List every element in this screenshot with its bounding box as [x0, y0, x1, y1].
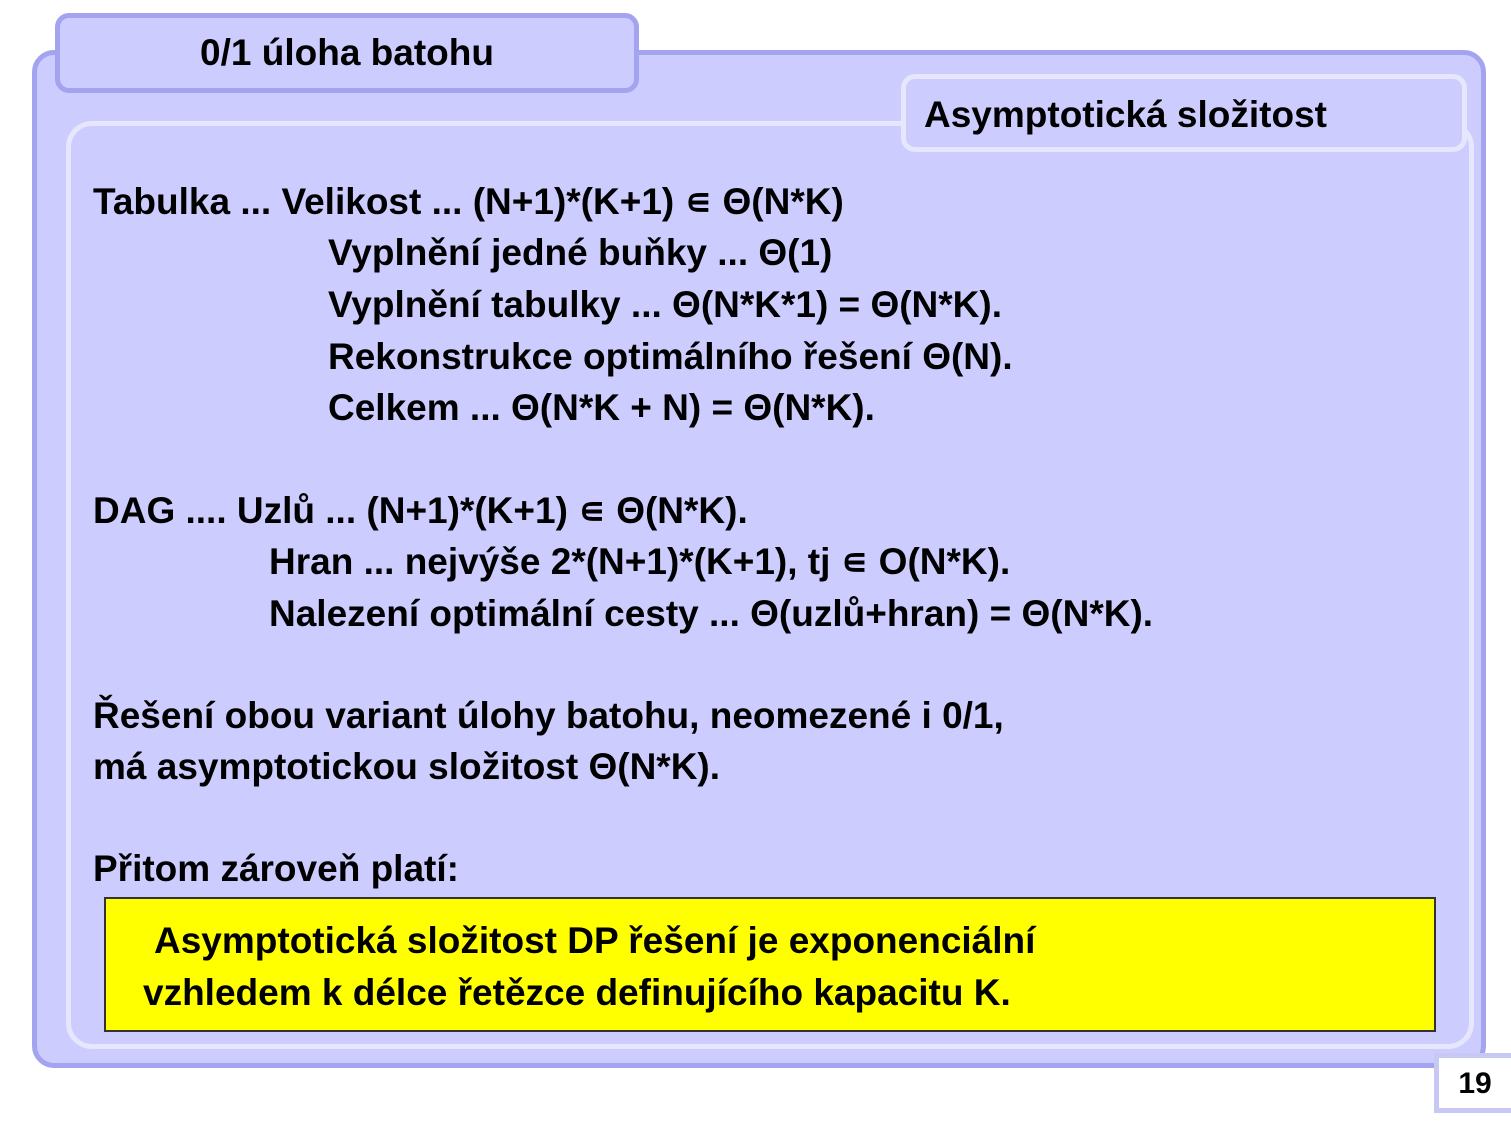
slide-subtitle-text: Asymptotická složitost [924, 94, 1327, 135]
slide-title: 0/1 úloha batohu [55, 13, 639, 93]
dag-line-path: Nalezení optimální cesty ... Θ(uzlů+hran) = Θ(N*K). [269, 593, 1154, 634]
note-intro: Přitom zároveň platí: [93, 848, 459, 889]
highlight-box [104, 897, 1436, 1032]
page-number: 19 [1434, 1053, 1511, 1113]
table-line-fill: Vyplnění tabulky ... Θ(N*K*1) = Θ(N*K). [328, 284, 1002, 325]
conclusion-line-2: má asymptotickou složitost Θ(N*K). [93, 746, 721, 787]
table-line-cell: Vyplnění jedné buňky ... Θ(1) [328, 232, 833, 273]
table-line-reconstruct: Rekonstrukce optimálního řešení Θ(N). [328, 336, 1013, 377]
highlight-line-2: vzhledem k délce řetězce definujícího kapacitu K. [143, 972, 1011, 1013]
dag-line-edges: Hran ... nejvýše 2*(N+1)*(K+1), tj ∊ O(N*K). [269, 541, 1011, 582]
dag-line-nodes: DAG .... Uzlů ... (N+1)*(K+1) ∊ Θ(N*K). [93, 490, 748, 531]
conclusion-line-1: Řešení obou variant úlohy batohu, neomezené i 0/1, [93, 695, 1004, 736]
table-line-size: Tabulka ... Velikost ... (N+1)*(K+1) ∊ Θ(N*K) [93, 181, 844, 222]
table-line-total: Celkem ... Θ(N*K + N) = Θ(N*K). [328, 387, 875, 428]
slide-subtitle [901, 74, 1467, 152]
highlight-line-1: Asymptotická složitost DP řešení je exponenciální [154, 920, 1036, 961]
